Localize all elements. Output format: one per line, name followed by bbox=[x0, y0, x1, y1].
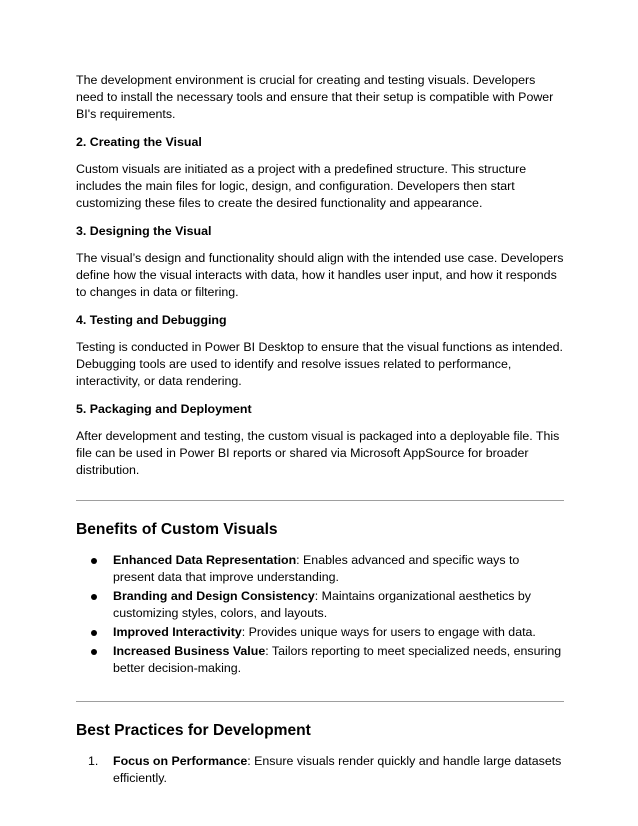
step-2-paragraph: Custom visuals are initiated as a project with a predefined structure. This structure includes the main files for logic, design, and configuration. Developers then start customizing these files to create the desired functionality and appearance. bbox=[76, 162, 527, 210]
benefit-description: : Enables advanced and specific ways to present data that improve understanding. bbox=[113, 553, 520, 584]
benefit-term: Increased Business Value bbox=[113, 644, 266, 658]
benefits-list bbox=[76, 552, 564, 677]
benefit-description: : Maintains organizational aesthetics by customizing styles, colors, and layouts. bbox=[113, 589, 532, 620]
step-3-paragraph: The visual’s design and functionality should align with the intended use case. Developers define how the visual interacts with data, how it handles user input, and how it responds to changes in data or filtering. bbox=[76, 251, 564, 299]
list-number: 1. bbox=[88, 754, 99, 768]
benefit-term: Enhanced Data Representation bbox=[113, 553, 297, 567]
bullet-icon bbox=[91, 558, 97, 564]
document-page bbox=[76, 72, 564, 789]
benefit-item bbox=[76, 643, 564, 677]
benefit-item bbox=[76, 624, 564, 641]
benefit-item bbox=[76, 552, 564, 586]
step-2-heading: 2. Creating the Visual bbox=[76, 135, 202, 149]
best-practice-item bbox=[76, 753, 564, 787]
intro-paragraph: The development environment is crucial for creating and testing visuals. Developers need to install the necessary tools and ensure that their setup is compatible with Power BI's requirements. bbox=[76, 73, 554, 121]
step-5-heading: 5. Packaging and Deployment bbox=[76, 402, 252, 416]
benefit-term: Branding and Design Consistency bbox=[113, 589, 315, 603]
benefits-title: Benefits of Custom Visuals bbox=[76, 521, 278, 538]
best-practice-term: Focus on Performance bbox=[113, 754, 248, 768]
benefit-term: Improved Interactivity bbox=[113, 625, 242, 639]
benefit-item bbox=[76, 588, 564, 622]
bullet-icon bbox=[91, 630, 97, 636]
step-5-paragraph: After development and testing, the custom visual is packaged into a deployable file. This file can be used in Power BI reports or shared via Microsoft AppSource for broader distribution. bbox=[76, 429, 560, 477]
step-3-heading: 3. Designing the Visual bbox=[76, 224, 212, 238]
benefit-description: : Provides unique ways for users to engage with data. bbox=[241, 625, 536, 639]
benefit-description: : Tailors reporting to meet specialized needs, ensuring better decision-making. bbox=[113, 644, 562, 675]
step-4-paragraph: Testing is conducted in Power BI Desktop to ensure that the visual functions as intended. Debugging tools are used to identify and resolve issues related to performance, interactivity, or data rendering. bbox=[76, 340, 563, 388]
bullet-icon bbox=[91, 594, 97, 600]
bullet-icon bbox=[91, 649, 97, 655]
best-practice-description: : Ensure visuals render quickly and handle large datasets efficiently. bbox=[113, 754, 562, 785]
best-practices-list bbox=[76, 753, 564, 787]
step-4-heading: 4. Testing and Debugging bbox=[76, 313, 227, 327]
best-practices-title: Best Practices for Development bbox=[76, 722, 311, 739]
